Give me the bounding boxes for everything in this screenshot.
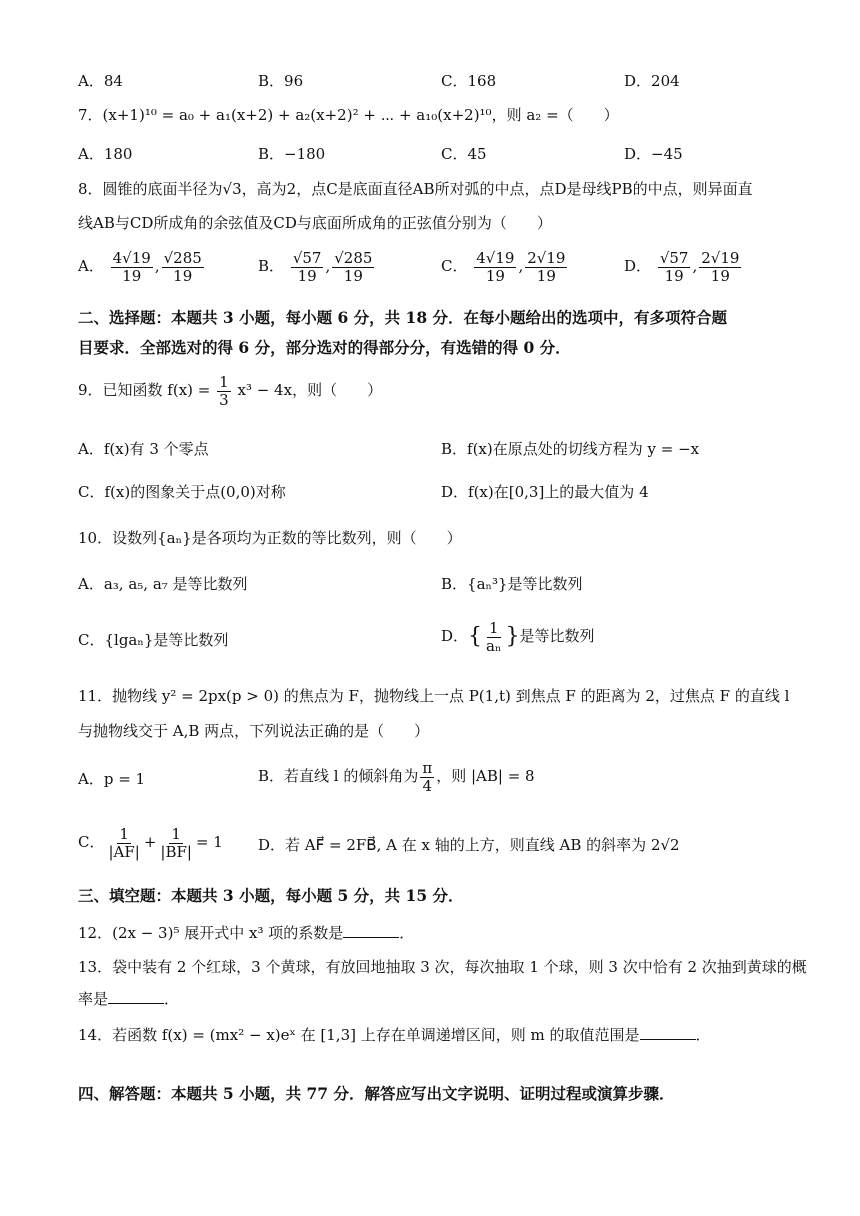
q10-stem: 10．设数列{aₙ}是各项均为正数的等比数列，则（ ）	[78, 529, 462, 547]
q10-option-b: B．{aₙ³}是等比数列	[441, 575, 583, 593]
q6-option-c: C．168	[441, 72, 497, 90]
q7-option-d: D．−45	[624, 145, 683, 163]
q6-option-b: B．96	[258, 72, 304, 90]
q8-option-c: C． $\frac{4√19}{19}$ , $\frac{2√19}{19}$	[441, 249, 566, 285]
q8-option-a: A． $\frac{4√19}{19}$ , $\frac{√285}{19}$	[78, 249, 202, 285]
q11-option-d: D．若 AF⃗ = 2FB⃗, A 在 x 轴的上方，则直线 AB 的斜率为 2√2	[258, 836, 680, 854]
q9-stem: 9．已知函数 f(x) = $\frac{1}{3}$ x³ − 4x，则（ ）	[78, 373, 383, 409]
section4-heading: 四、解答题：本题共 5 小题，共 77 分．解答应写出文字说明、证明过程或演算步骤．	[78, 1084, 675, 1103]
q7-option-b: B．−180	[258, 145, 326, 163]
section3-heading: 三、填空题：本题共 3 小题，每小题 5 分，共 15 分．	[78, 886, 464, 905]
q11-option-b: B．若直线 l 的倾斜角为 $\frac{\pi}{4}$ ，则 |AB| = 8	[258, 759, 535, 795]
q9-option-d: D．f(x)在[0,3]上的最大值为 4	[441, 483, 649, 501]
q11-stem-line1: 11．抛物线 y² = 2px(p > 0) 的焦点为 F，抛物线上一点 P(1,t) 到焦点 F 的距离为 2，过焦点 F 的直线 l	[78, 687, 790, 705]
section2-heading-line2: 目要求．全部选对的得 6 分，部分选对的得部分分，有选错的得 0 分．	[78, 338, 571, 357]
q11-option-c: C． $\frac{1}{|AF|}$ + $\frac{1}{|BF|}$ = 1	[78, 825, 223, 861]
section2-heading-line1: 二、选择题：本题共 3 小题，每小题 6 分，共 18 分．在每小题给出的选项中，有多项符合题	[78, 308, 728, 327]
q6-option-d: D．204	[624, 72, 680, 90]
q11-stem-line2: 与抛物线交于 A,B 两点，下列说法正确的是（ ）	[78, 722, 430, 740]
q10-option-d: D．{ $\frac{1}{\text{aₙ}}$ }是等比数列	[441, 619, 595, 655]
q8-stem-line2: 线AB与CD所成角的余弦值及CD与底面所成角的正弦值分别为（ ）	[78, 214, 552, 232]
q7-option-a: A．180	[78, 145, 133, 163]
q9-option-b: B．f(x)在原点处的切线方程为 y = −x	[441, 440, 700, 458]
q12: 12．(2x − 3)⁵ 展开式中 x³ 项的系数是 ．	[78, 924, 415, 942]
q8-option-b: B． $\frac{√57}{19}$ , $\frac{√285}{19}$	[258, 249, 373, 285]
q8-stem-line1: 8．圆锥的底面半径为√3，高为2，点C是底面直径AB所对弧的中点，点D是母线PB的中点，则异面直	[78, 180, 753, 198]
q9-option-a: A．f(x)有 3 个零点	[78, 440, 209, 458]
q9-option-c: C．f(x)的图象关于点(0,0)对称	[78, 483, 286, 501]
q14: 14．若函数 f(x) = (mx² − x)eˣ 在 [1,3] 上存在单调递增区间，则 m 的取值范围是 ．	[78, 1026, 711, 1044]
q7-stem: 7．(x+1)¹⁰ = a₀ + a₁(x+2) + a₂(x+2)² + ⋯ + a₁₀(x+2)¹⁰，则 a₂ =（ ）	[78, 106, 619, 124]
q7-option-c: C．45	[441, 145, 487, 163]
q6-option-a: A．84	[78, 72, 123, 90]
q13-line2: 率是 ．	[78, 990, 180, 1008]
q13-line1: 13．袋中装有 2 个红球，3 个黄球，有放回地抽取 3 次，每次抽取 1 个球，则 3 次中恰有 2 次抽到黄球的概	[78, 958, 807, 976]
q12-answer-blank[interactable]	[343, 922, 399, 938]
q10-option-c: C．{lgaₙ}是等比数列	[78, 631, 229, 649]
q8-option-d: D． $\frac{√57}{19}$ , $\frac{2√19}{19}$	[624, 249, 740, 285]
q11-option-a: A．p = 1	[78, 770, 146, 788]
q10-option-a: A．a₃, a₅, a₇ 是等比数列	[78, 575, 248, 593]
q13-answer-blank[interactable]	[108, 988, 164, 1004]
q14-answer-blank[interactable]	[640, 1024, 696, 1040]
